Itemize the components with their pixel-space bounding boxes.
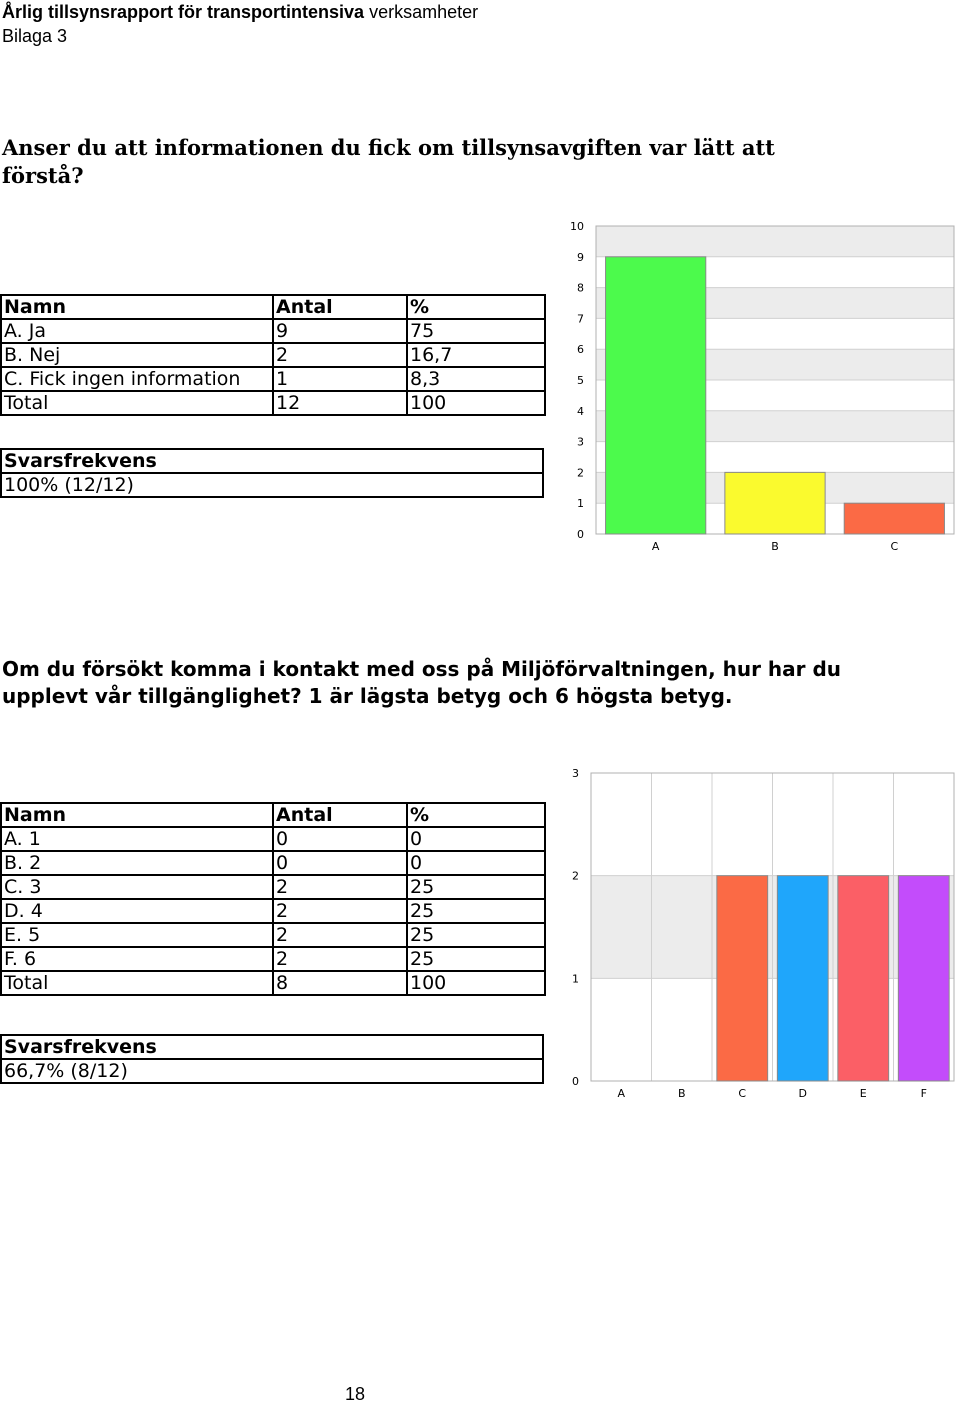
bar-c: [717, 876, 768, 1081]
total-row: [1, 391, 545, 415]
page-number: 18: [344, 1384, 366, 1404]
cell-name: F. 6: [1, 947, 273, 971]
cell-name: C. 3: [1, 875, 273, 899]
cell-name: B. 2: [1, 851, 273, 875]
response-rate-label: Svarsfrekvens: [1, 449, 543, 473]
y-tick-label: 6: [577, 343, 584, 357]
column-header-name: Namn: [1, 295, 273, 319]
cell-name: C. Fick ingen information: [1, 367, 273, 391]
response-rate-value: 66,7% (8/12): [1, 1059, 543, 1083]
y-tick-label: 2: [577, 466, 584, 480]
table-row: [1, 875, 545, 899]
x-tick-label: B: [677, 1087, 686, 1100]
x-tick-label: C: [738, 1087, 747, 1100]
cell-count: 9: [273, 319, 407, 343]
document-header: [2, 0, 478, 48]
table-row: [1, 319, 545, 343]
x-tick-label: B: [771, 540, 779, 553]
table-row: [1, 899, 545, 923]
column-header-count: Antal: [273, 295, 407, 319]
response-rate-label: Svarsfrekvens: [1, 1035, 543, 1059]
cell-count: 2: [273, 947, 407, 971]
x-tick-label: A: [651, 540, 660, 553]
response-rate-box-2: [0, 1034, 544, 1084]
column-header-percent: %: [407, 803, 545, 827]
x-tick-label: A: [617, 1087, 626, 1100]
cell-count: 0: [273, 851, 407, 875]
x-tick-label: D: [798, 1087, 807, 1100]
cell-percent: 25: [407, 875, 545, 899]
cell-count: 0: [273, 827, 407, 851]
appendix-label: Bilaga 3: [2, 26, 68, 46]
column-header-percent: %: [407, 295, 545, 319]
question-2: Om du försökt komma i kontakt med oss på Miljöförvaltningen, hur har du upplevt vår tillgänglighet? 1 är lägsta betyg och 6 högsta betyg.: [2, 657, 842, 708]
y-tick-label: 1: [577, 497, 584, 511]
column-header-count: Antal: [273, 803, 407, 827]
y-tick-label: 2: [572, 869, 579, 883]
question-1: Anser du att informationen du fick om tillsynsavgiften var lätt att förstå?: [2, 135, 775, 188]
bar-d: [777, 876, 828, 1081]
bar-chart-2: [560, 762, 960, 1104]
y-tick-label: 0: [577, 528, 584, 541]
cell-name: D. 4: [1, 899, 273, 923]
cell-percent: 16,7: [407, 343, 545, 367]
y-tick-label: 3: [577, 435, 584, 449]
cell-name: A. 1: [1, 827, 273, 851]
results-table-2: [0, 802, 546, 996]
cell-name: A. Ja: [1, 319, 273, 343]
y-tick-label: 10: [570, 220, 584, 233]
cell-name: E. 5: [1, 923, 273, 947]
table-row: [1, 343, 545, 367]
cell-percent: 100: [407, 391, 545, 415]
table-row: [1, 923, 545, 947]
cell-percent: 25: [407, 923, 545, 947]
y-tick-label: 7: [577, 312, 584, 326]
cell-name: Total: [1, 971, 273, 995]
cell-count: 2: [273, 923, 407, 947]
cell-name: Total: [1, 391, 273, 415]
cell-percent: 0: [407, 851, 545, 875]
table-row: [1, 851, 545, 875]
grid-band: [596, 226, 954, 257]
response-rate-box-1: [0, 448, 544, 498]
table-header-row: [1, 803, 545, 827]
total-row: [1, 971, 545, 995]
cell-percent: 75: [407, 319, 545, 343]
x-tick-label: E: [859, 1087, 867, 1100]
column-header-name: Namn: [1, 803, 273, 827]
cell-percent: 0: [407, 827, 545, 851]
x-tick-label: F: [920, 1087, 927, 1100]
report-title: [2, 0, 478, 24]
bar-c: [844, 503, 944, 534]
y-tick-label: 3: [572, 767, 579, 780]
x-tick-label: C: [890, 540, 899, 553]
cell-count: 12: [273, 391, 407, 415]
bar-chart-1: [560, 214, 960, 560]
cell-count: 8: [273, 971, 407, 995]
y-tick-label: 1: [572, 972, 579, 986]
cell-percent: 25: [407, 899, 545, 923]
table-header-row: [1, 295, 545, 319]
y-tick-label: 5: [577, 374, 584, 387]
cell-percent: 100: [407, 971, 545, 995]
y-tick-label: 9: [577, 250, 584, 264]
bar-b: [725, 472, 825, 534]
table-row: [1, 947, 545, 971]
cell-count: 2: [273, 343, 407, 367]
cell-count: 1: [273, 367, 407, 391]
report-title-rest: verksamheter: [364, 2, 479, 22]
cell-percent: 8,3: [407, 367, 545, 391]
bar-f: [898, 876, 949, 1081]
y-tick-label: 0: [572, 1075, 579, 1088]
cell-name: B. Nej: [1, 343, 273, 367]
cell-count: 2: [273, 899, 407, 923]
bar-a: [606, 257, 706, 534]
cell-count: 2: [273, 875, 407, 899]
cell-percent: 25: [407, 947, 545, 971]
y-tick-label: 8: [577, 281, 584, 295]
report-title-bold: Årlig tillsynsrapport för transportintensiva: [2, 2, 365, 22]
results-table-1: [0, 294, 546, 416]
response-rate-value: 100% (12/12): [1, 473, 543, 497]
y-tick-label: 4: [577, 404, 584, 418]
table-row: [1, 827, 545, 851]
bar-e: [838, 876, 889, 1081]
table-row: [1, 367, 545, 391]
